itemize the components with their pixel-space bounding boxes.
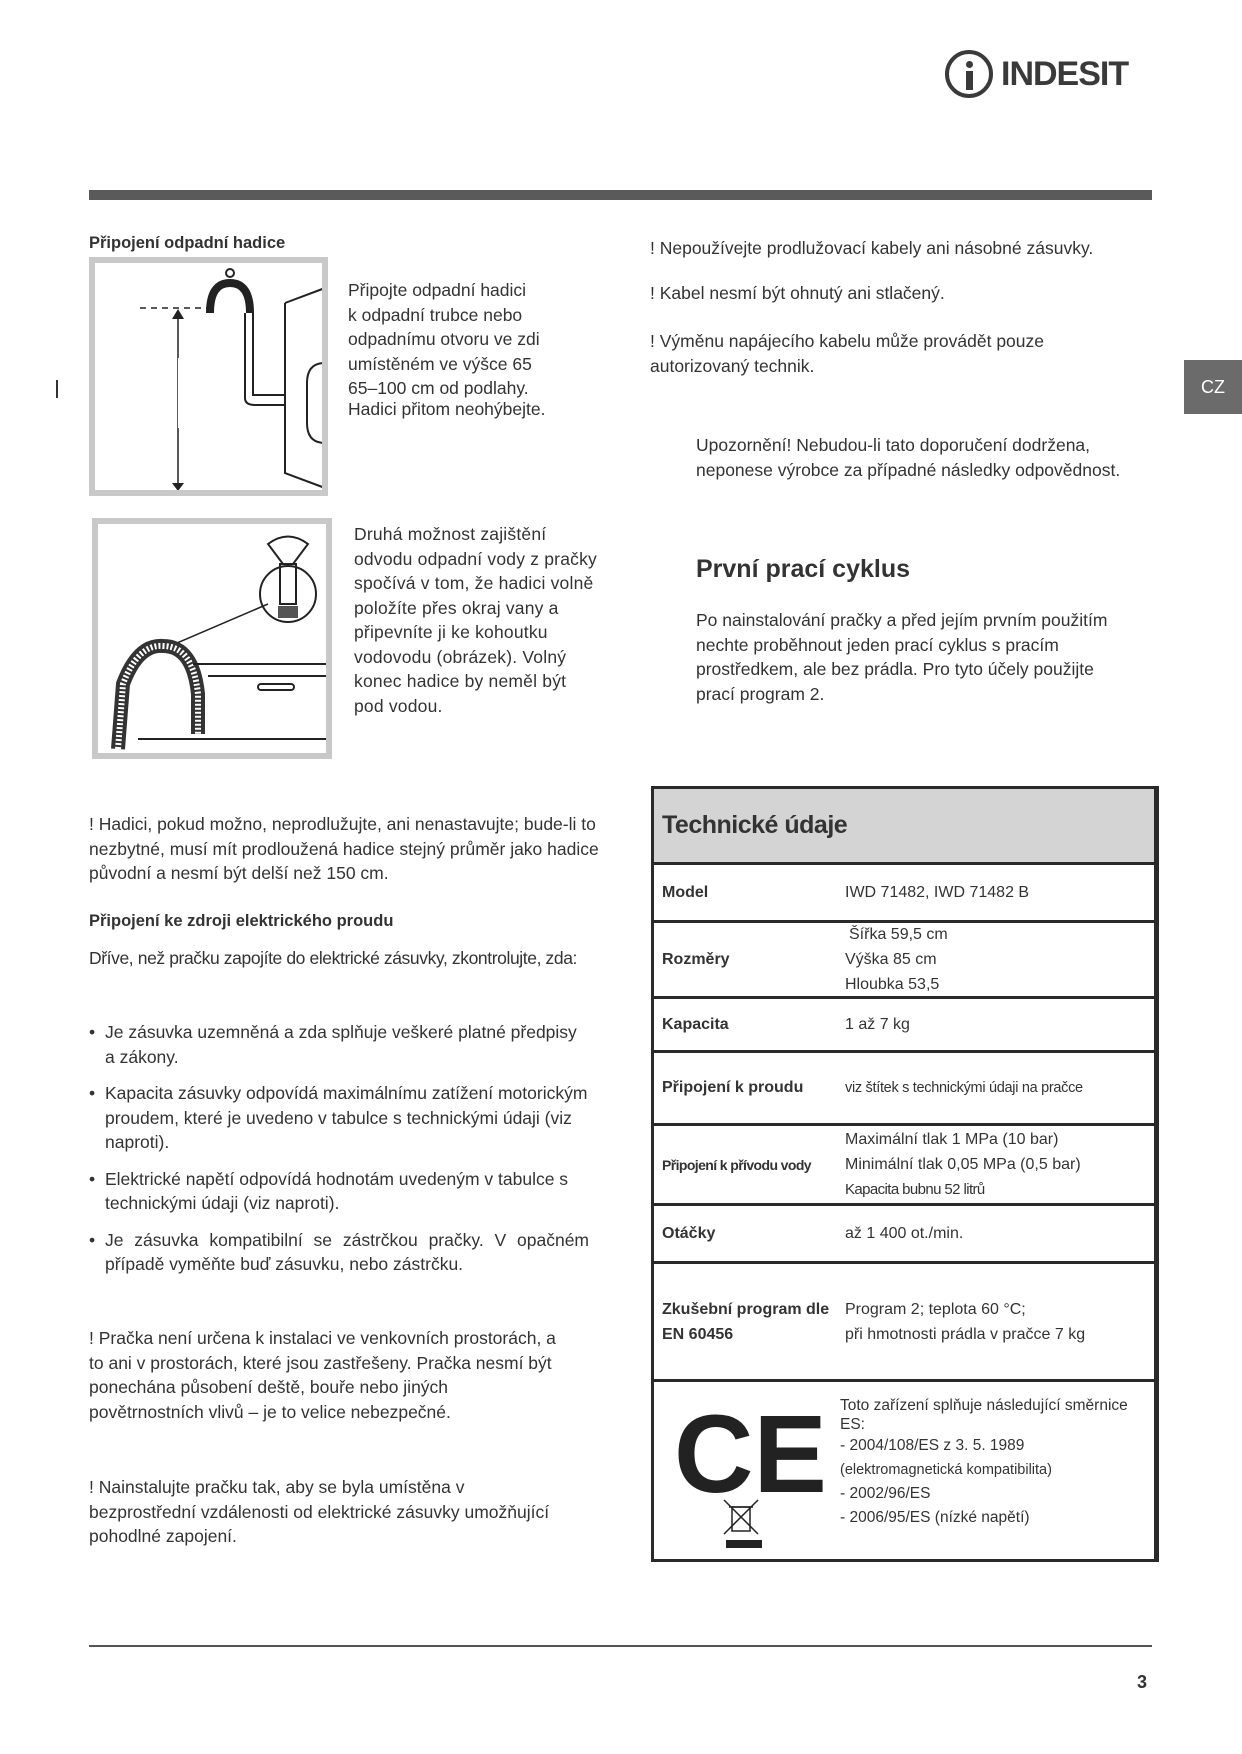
directive-text: - 2004/108/ES z 3. 5. 1989 (840, 1437, 1025, 1454)
row-label: Rozměry (662, 950, 730, 968)
electric-checklist (89, 1020, 589, 1289)
row-value: IWD 71482, IWD 71482 B (845, 884, 1030, 901)
language-tab: CZ (1184, 360, 1242, 414)
table-row (654, 996, 1154, 1050)
text-line: spočívá v tom, že hadici volně (354, 573, 594, 593)
ce-mark-icon (654, 1382, 837, 1552)
margin-mark (56, 380, 58, 398)
row-label: Zkušební program dle EN 60456 (662, 1300, 830, 1343)
row-label: Připojení k proudu (662, 1079, 804, 1096)
logo-text: INDESIT (1001, 54, 1129, 93)
row-value: Šířka 59,5 cm (849, 926, 948, 943)
washer-drain-illustration (95, 263, 322, 490)
drain-instructions (348, 278, 545, 421)
table-row (654, 1123, 1154, 1203)
directive-text: - 2006/95/ES (nízké napětí) (840, 1509, 1030, 1526)
bathtub-hose-illustration (98, 524, 326, 753)
row-label: Otáčky (662, 1224, 716, 1242)
row-value: Kapacita bubnu 52 litrů (845, 1181, 985, 1198)
table-row (654, 862, 1154, 920)
text-line: Hadici přitom neohýbejte. (348, 398, 546, 419)
drain-height-figure (89, 257, 328, 496)
drain-heading: Připojení odpadní hadice (89, 234, 286, 252)
ce-logo-icon: CE (674, 1393, 827, 1516)
row-label: Model (662, 883, 709, 901)
table-row (654, 1050, 1154, 1123)
text-line: konec hadice by neměl být (354, 671, 567, 691)
text-line: Druhá možnost zajištění (354, 524, 547, 544)
row-label: Připojení k přívodu vody (662, 1156, 811, 1173)
electric-intro: Dříve, než pračku zapojíte do elektrické zásuvky, zkontrolujte, zda: (89, 948, 577, 968)
checklist-item: • Elektrické napětí odpovídá hodnotám uvedeným v tabulce s technickými údaji (viz naproti). (89, 1167, 589, 1216)
cable-notes (650, 236, 1160, 378)
warning-text: Upozornění! Nebudou-li tato doporučení dodržena, neponese výrobce za případné následky odpovědnost. (696, 435, 1121, 480)
footer-rule (89, 1645, 1152, 1647)
note: ! Nepoužívejte prodlužovací kabely ani násobné zásuvky. (650, 238, 1094, 258)
outdoor-note: ! Pračka není určena k instalaci ve venkovních prostorách, a to ani v prostorách, které jsou zastřešeny. Pračka nesmí být ponechána působení deště, bouře nebo jiných povětrnostních vlivů – je to velice nebezpečné. (89, 1328, 556, 1422)
row-value: Program 2; teplota 60 °C; (845, 1300, 1026, 1318)
note: ! Kabel nesmí být ohnutý ani stlačený. (650, 282, 945, 303)
header-rule (89, 190, 1152, 200)
directive-text: Toto zařízení splňuje následující směrnice ES: (840, 1397, 1128, 1433)
checklist-item: • Kapacita zásuvky odpovídá maximálnímu zatížení motorickým proudem, které je uvedeno v tabulce s technickými údaji (viz naproti). (89, 1081, 589, 1155)
row-value: až 1 400 ot./min. (845, 1225, 964, 1242)
directive-text: (elektromagnetická kompatibilita) (840, 1462, 1052, 1478)
text-line: k odpadní trubce nebo (348, 304, 523, 325)
table-row (654, 920, 1154, 996)
page-number: 3 (1137, 1672, 1148, 1692)
row-value: při hmotnosti prádla v pračce 7 kg (845, 1325, 1086, 1343)
logo-i-icon (945, 50, 993, 98)
text-line: vodovodu (obrázek). Volný (354, 646, 567, 667)
ce-weee-symbols (654, 1382, 837, 1552)
directive-text: - 2002/96/ES (840, 1485, 931, 1502)
electric-heading: Připojení ke zdroji elektrického proudu (89, 912, 394, 930)
checklist-item: • Je zásuvka kompatibilní se zástrčkou pračky. V opačném případě vyměňte buď zásuvku, nebo zástrčku. (89, 1228, 589, 1277)
text-line: Připojte odpadní hadici (348, 280, 527, 300)
text-line: pod vodou. (354, 695, 443, 716)
table-row (654, 1261, 1154, 1379)
technical-data-table (651, 786, 1159, 1562)
table-row (654, 1203, 1154, 1261)
row-value: Hloubka 53,5 (845, 976, 940, 993)
first-cycle-title: První prací cyklus (696, 555, 911, 583)
bathtub-hose-figure (92, 518, 332, 759)
row-value: Maximální tlak 1 MPa (10 bar) (845, 1131, 1059, 1148)
row-value: viz štítek s technickými údaji na pračce (845, 1079, 1083, 1096)
text-line: 65–100 cm od podlahy. (348, 378, 529, 398)
note: ! Výměnu napájecího kabelu může provádět pouze autorizovaný technik. (650, 331, 1045, 376)
placement-note: ! Nainstalujte pračku tak, aby se byla umístěna v bezprostřední vzdálenosti od elektrické zásuvky umožňující pohodlné zapojení. (89, 1477, 550, 1546)
text-line: připevníte ji ke kohoutku (354, 622, 548, 642)
text-line: umístěném ve výšce 65 (348, 353, 532, 374)
checklist-item: • Je zásuvka uzemněná a zda splňuje veškeré platné předpisy a zákony. (89, 1020, 589, 1069)
indesit-logo (945, 50, 1128, 98)
text-line: odvodu odpadní vody z pračky (354, 548, 597, 569)
text-line: odpadnímu otvoru ve zdi (348, 329, 540, 349)
row-label: Kapacita (662, 1015, 729, 1033)
text-line: položíte přes okraj vany a (354, 597, 559, 618)
first-cycle-text: Po nainstalování pračky a před jejím prvním použitím nechte proběhnout jeden prací cyklus s pracím prostředkem, ale bez prádla. Pro tyto účely použijte prací program 2. (696, 610, 1108, 704)
row-value: Výška 85 cm (845, 951, 937, 968)
extension-note: ! Hadici, pokud možno, neprodlužujte, ani nenastavujte; bude-li to nezbytné, musí mít prodloužená hadice stejný průměr jako hadice původní a nesmí být delší než 150 cm. (89, 814, 599, 883)
table-title: Technické údaje (654, 789, 1154, 862)
bathtub-instructions (354, 522, 597, 718)
row-value: Minimální tlak 0,05 MPa (0,5 bar) (845, 1156, 1081, 1173)
table-row-ce (654, 1379, 1154, 1559)
row-value: 1 až 7 kg (845, 1016, 910, 1033)
